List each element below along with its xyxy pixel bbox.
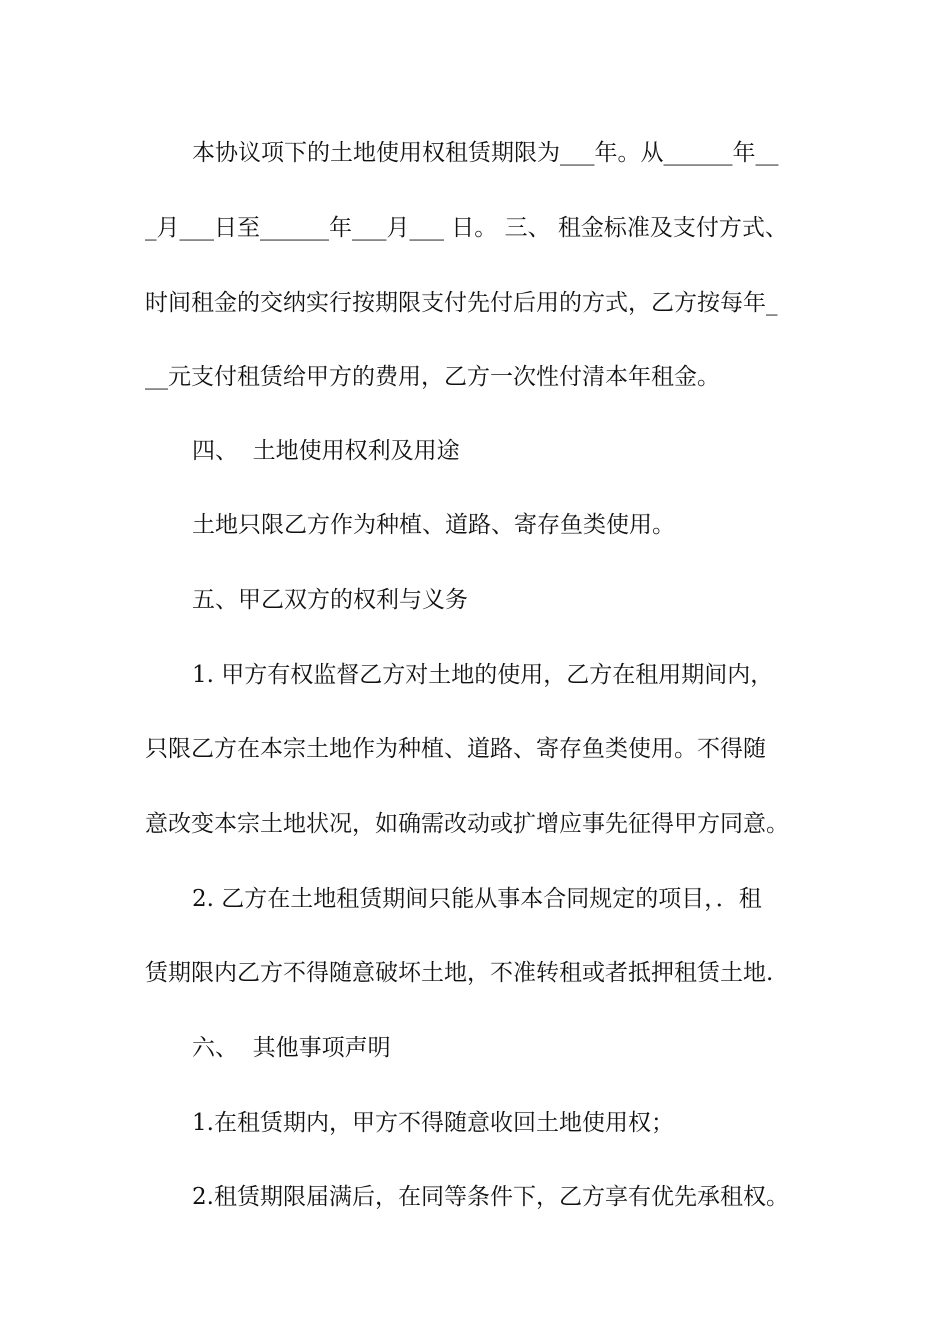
paragraph-line: _月___日至______年___月___ 日。 三、 租金标准及支付方式、 (145, 215, 788, 241)
paragraph-line: __元支付租赁给甲方的费用，乙方一次性付清本年租金。 (145, 364, 720, 390)
paragraph-line: 时间租金的交纳实行按期限支付先付后用的方式，乙方按每年_ (145, 290, 778, 316)
section-heading: 四、 土地使用权利及用途 (192, 438, 460, 464)
paragraph-line: 赁期限内乙方不得随意破坏土地，不准转租或者抵押租赁土地. (145, 960, 774, 986)
paragraph-line: 1. 甲方有权监督乙方对土地的使用，乙方在租用期间内， (192, 662, 774, 688)
paragraph-line: 2.租赁期限届满后，在同等条件下，乙方享有优先承租权。 (192, 1184, 789, 1210)
paragraph-line: 本协议项下的土地使用权租赁期限为___年。从______年__ (192, 140, 779, 166)
paragraph-line: 只限乙方在本宗土地作为种植、道路、寄存鱼类使用。不得随 (145, 736, 766, 762)
paragraph-line: 2. 乙方在土地租赁期间只能从事本合同规定的项目，．租 (192, 886, 762, 912)
section-heading: 六、 其他事项声明 (192, 1035, 391, 1061)
paragraph-line: 1.在租赁期内，甲方不得随意收回土地使用权； (192, 1110, 674, 1136)
paragraph-line: 意改变本宗土地状况，如确需改动或扩增应事先征得甲方同意。 (145, 811, 789, 837)
section-heading: 五、甲乙双方的权利与义务 (192, 587, 468, 613)
paragraph-line: 土地只限乙方作为种植、道路、寄存鱼类使用。 (192, 512, 675, 538)
